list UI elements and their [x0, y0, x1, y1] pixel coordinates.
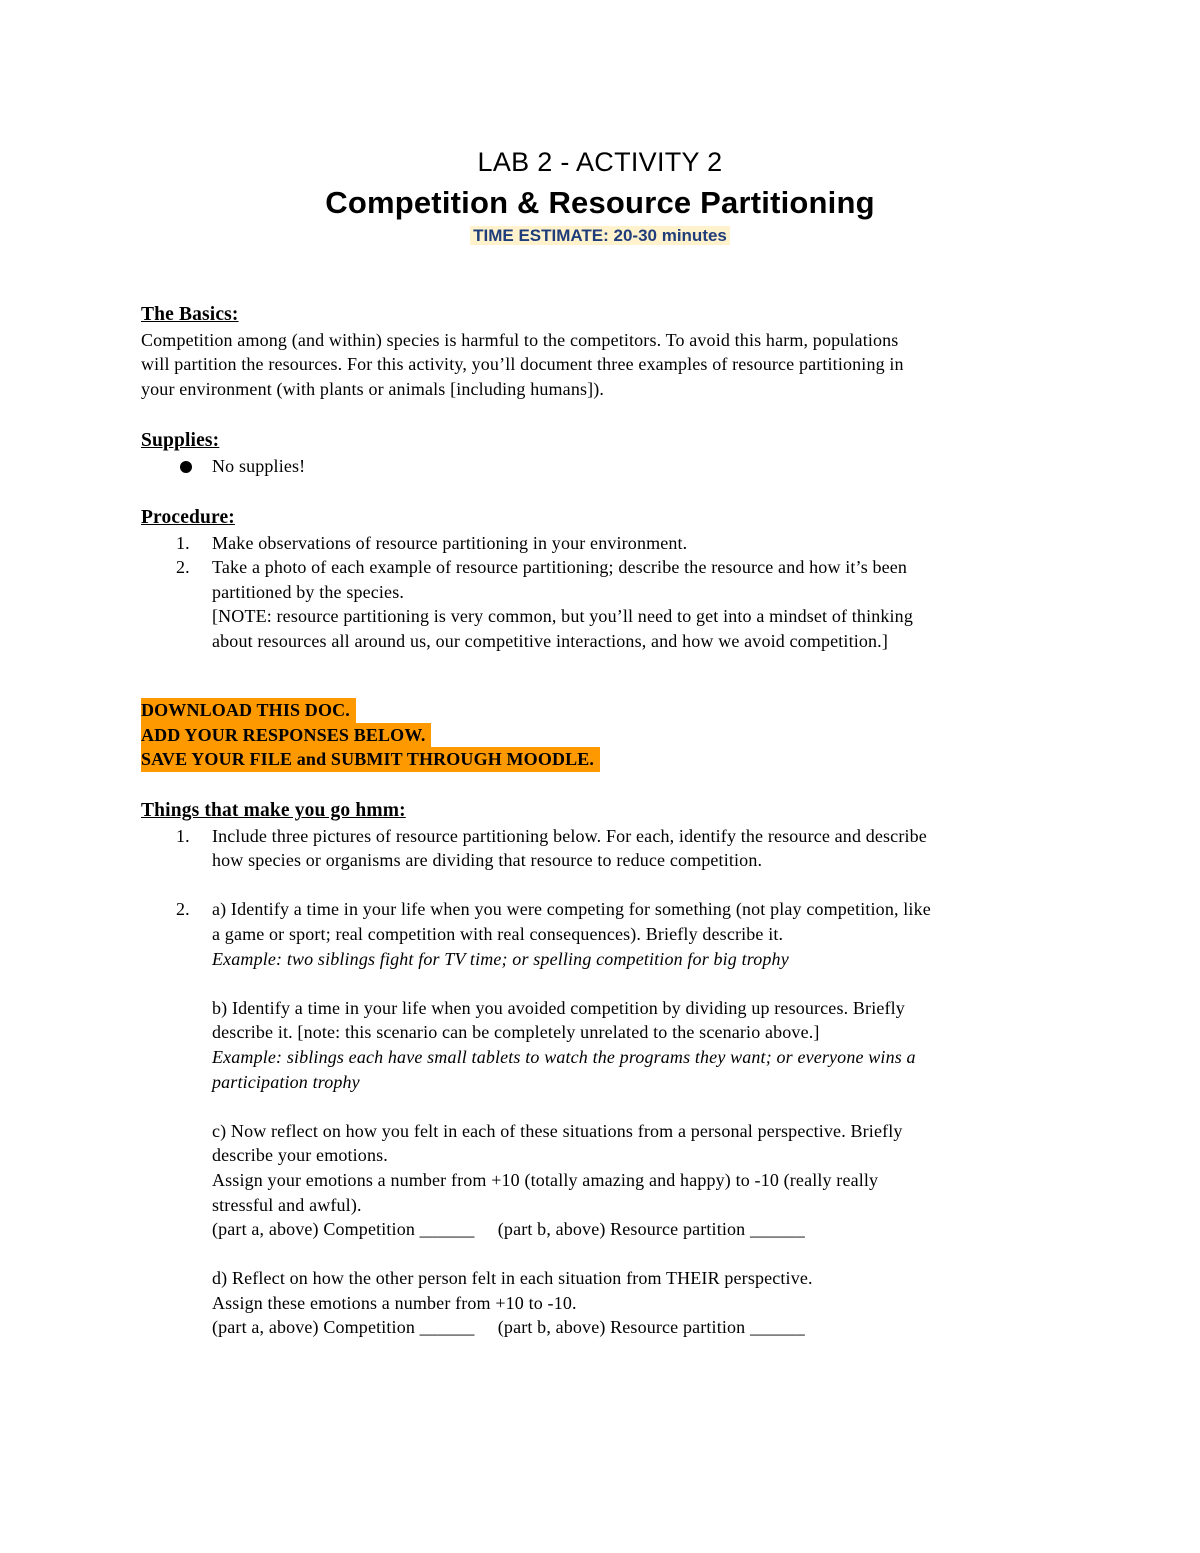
example-text: Example: siblings each have small tablets to watch the programs they want; or everyone wins a [212, 1046, 916, 1067]
procedure-section [141, 506, 1071, 654]
basics-line: Competition among (and within) species is harmful to the competitors. To avoid this harm, populations [141, 329, 899, 350]
list-spacer [141, 873, 1071, 898]
list-item [141, 555, 1071, 653]
step-line: Make observations of resource partitioning in your environment. [212, 532, 688, 553]
question-number: 2. [176, 899, 190, 920]
step-line: partitioned by the species. [212, 581, 404, 602]
step-number: 1. [176, 532, 190, 553]
score-blanks-line: (part a, above) Competition ______ (part b, above) Resource partition ______ [212, 1317, 805, 1338]
step-note: about resources all around us, our competitive interactions, and how we avoid competition.] [212, 630, 888, 651]
step-number: 2. [176, 557, 190, 578]
procedure-list [141, 531, 1071, 654]
basics-line: your environment (with plants or animals [including humans]). [141, 378, 605, 399]
question-line: a game or sport; real competition with real consequences). Briefly describe it. [212, 923, 784, 944]
question-line: Assign these emotions a number from +10 to -10. [212, 1292, 577, 1313]
list-item [141, 897, 1071, 1340]
supplies-heading: Supplies: [141, 430, 220, 451]
step-line: Take a photo of each example of resource partitioning; describe the resource and how it’s been [212, 557, 908, 578]
example-text: Example: two siblings fight for TV time; or spelling competition for big trophy [212, 948, 789, 969]
supplies-section [141, 429, 1071, 478]
list-item [141, 824, 1071, 873]
lab-title: LAB 2 - ACTIVITY 2 [477, 147, 723, 177]
procedure-heading: Procedure: [141, 507, 235, 528]
instruction-add-responses: ADD YOUR RESPONSES BELOW. [141, 723, 431, 748]
instruction-submit: SAVE YOUR FILE and SUBMIT THROUGH MOODLE. [141, 747, 600, 772]
question-line: Include three pictures of resource partitioning below. For each, identify the resource and describe [212, 825, 927, 846]
question-line: stressful and awful). [212, 1194, 362, 1215]
score-blanks-line: (part a, above) Competition ______ (part b, above) Resource partition ______ [212, 1219, 805, 1240]
question-line: b) Identify a time in your life when you avoided competition by dividing up resources. Briefly [212, 997, 905, 1018]
instructions-block [141, 698, 1071, 772]
time-estimate-label: TIME ESTIMATE: 20-30 minutes [470, 226, 730, 245]
question-line: c) Now reflect on how you felt in each of these situations from a personal perspective. Briefly [212, 1120, 903, 1141]
spacer [212, 1094, 1071, 1119]
bullet-icon [180, 461, 192, 473]
step-note: [NOTE: resource partitioning is very common, but you’ll need to get into a mindset of thinking [212, 606, 913, 627]
question-line: Assign your emotions a number from +10 (totally amazing and happy) to -10 (really really [212, 1169, 879, 1190]
time-estimate [0, 224, 1200, 248]
questions-heading: Things that make you go hmm: [141, 800, 406, 821]
example-text: participation trophy [212, 1071, 360, 1092]
instruction-download: DOWNLOAD THIS DOC. [141, 698, 356, 723]
question-line: a) Identify a time in your life when you were competing for something (not play competition, like [212, 899, 931, 920]
basics-line: will partition the resources. For this activity, you’ll document three examples of resource partitioning in [141, 354, 904, 375]
question-line: how species or organisms are dividing that resource to reduce competition. [212, 850, 763, 871]
question-number: 1. [176, 825, 190, 846]
page-title: Competition & Resource Partitioning [325, 185, 875, 220]
supply-item: No supplies! [212, 455, 306, 476]
list-item [141, 531, 1071, 556]
question-line: d) Reflect on how the other person felt in each situation from THEIR perspective. [212, 1268, 813, 1289]
question-line: describe it. [note: this scenario can be completely unrelated to the scenario above.] [212, 1022, 820, 1043]
questions-list [141, 824, 1071, 1340]
question-line: describe your emotions. [212, 1145, 388, 1166]
basics-section [141, 303, 1071, 401]
basics-heading: The Basics: [141, 304, 239, 325]
questions-section [141, 799, 1071, 1340]
spacer [212, 971, 1071, 996]
supplies-list [141, 454, 1071, 479]
list-item [141, 454, 1071, 479]
spacer [212, 1242, 1071, 1267]
